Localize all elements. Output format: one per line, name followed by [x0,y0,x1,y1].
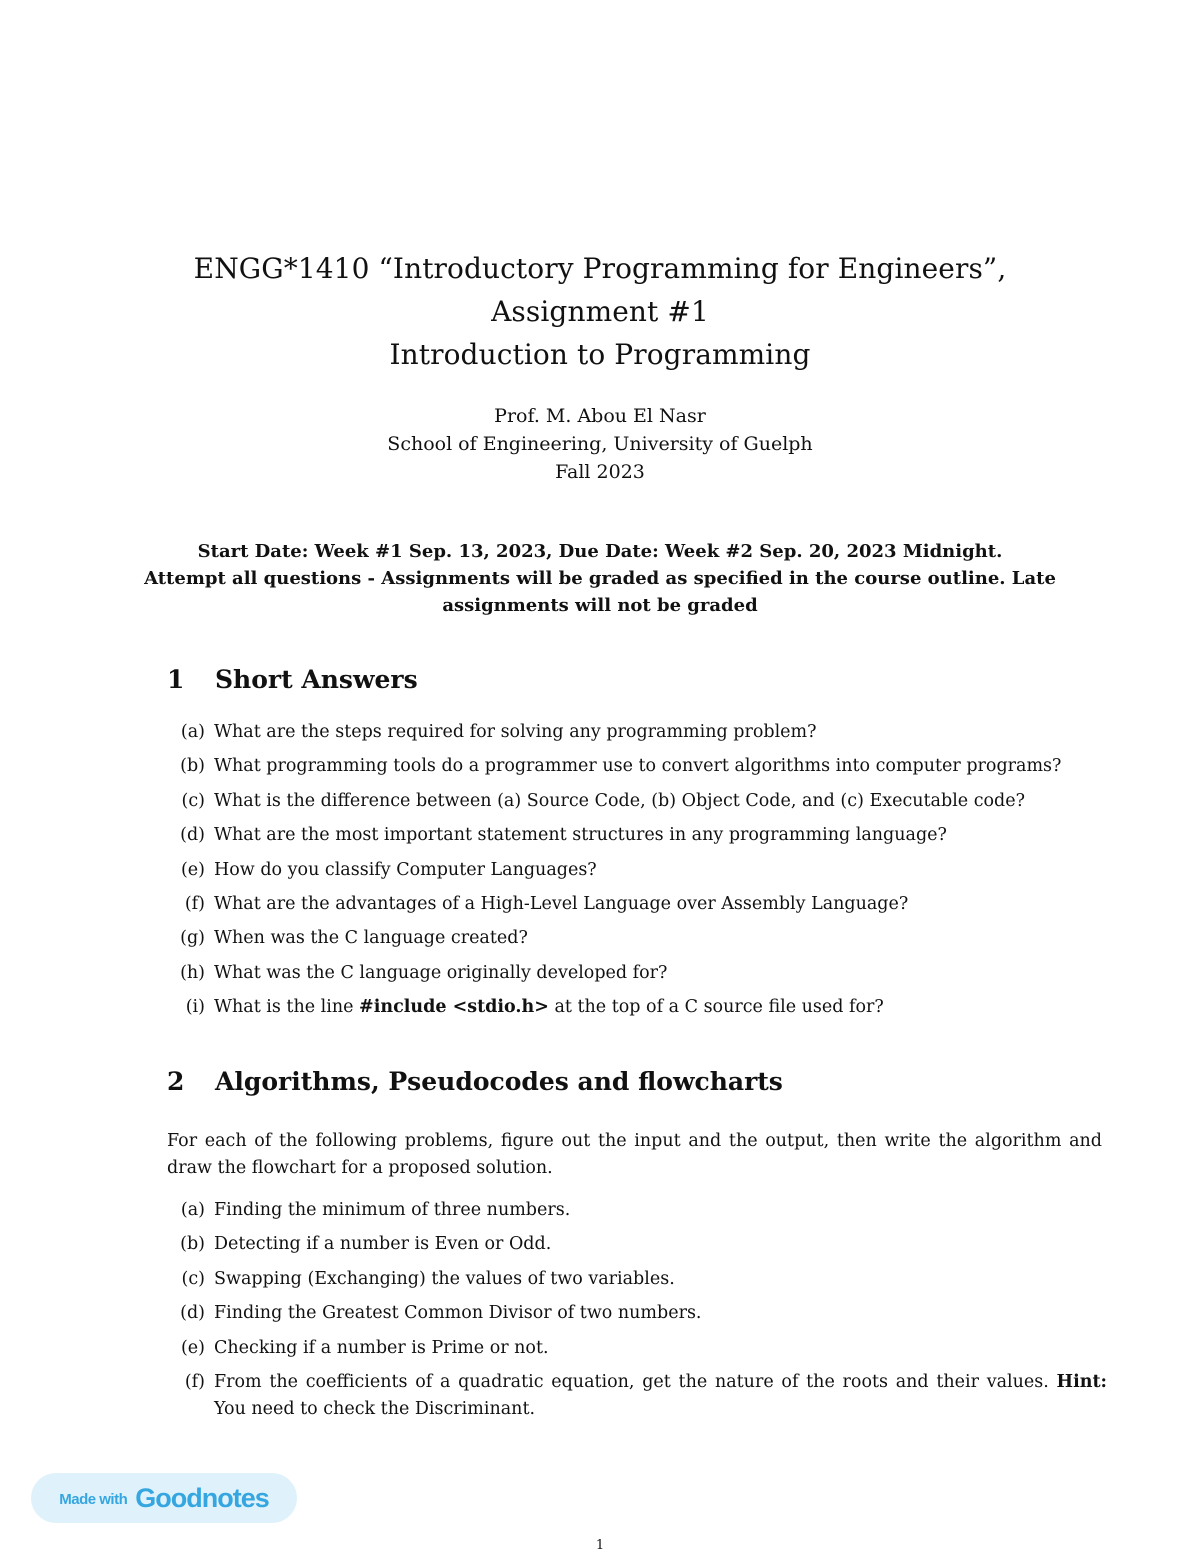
short-answer-questions [167,719,1107,1029]
question-text: When was the C language created? [214,928,528,949]
badge-prefix: Made with [59,1491,128,1508]
document-title [0,247,1200,376]
question-label: (a) [180,722,205,742]
question-text: What programming tools do a programmer use to convert algorithms into computer programs? [214,756,1062,777]
question-label: (e) [180,859,205,880]
problem-label: (e) [180,1337,205,1358]
title-line-assignment: Assignment #1 [491,295,709,328]
question-text: How do you classify Computer Languages? [214,859,597,880]
question-label: (d) [180,825,205,846]
list-item [167,1266,1107,1293]
goodnotes-logo: Goodnotes [135,1482,269,1513]
question-text: What is the difference between (a) Source Code, (b) Object Code, and (c) Executable code? [214,790,1025,811]
author-affiliation: School of Engineering, University of Guelph [387,433,813,455]
list-item [167,994,1107,1021]
list-item [167,1300,1107,1327]
question-text-start: What is the line [214,997,360,1018]
problem-text-start: From the coefficients of a quadratic equation, get the nature of the roots and their values. [214,1371,1057,1392]
section-number: 1 [167,665,185,694]
list-item [167,925,1107,952]
problem-label: (c) [181,1268,205,1289]
list-item [167,857,1107,884]
section-title: Algorithms, Pseudocodes and flowcharts [215,1067,783,1096]
hint-label: Hint: [1056,1371,1107,1392]
algorithm-problems [167,1197,1107,1430]
problem-label: (d) [180,1303,205,1324]
question-label: (i) [185,997,205,1018]
question-text: What are the most important statement structures in any programming language? [214,825,947,846]
list-item [167,1231,1107,1258]
question-text: What was the C language originally developed for? [214,962,668,983]
question-label: (b) [180,756,205,777]
problem-text: Detecting if a number is Even or Odd. [214,1234,552,1255]
problem-text: Finding the minimum of three numbers. [214,1200,571,1220]
list-item [167,719,1107,746]
question-label: (c) [181,790,205,811]
problem-label: (a) [180,1200,205,1220]
author-name: Prof. M. Abou El Nasr [494,405,706,427]
section-number: 2 [167,1067,185,1096]
section-intro: For each of the following problems, figure out the input and the output, then write the algorithm and draw the flowchart for a proposed solution. [167,1131,1102,1178]
problem-text: Checking if a number is Prime or not. [214,1337,549,1358]
problem-text: Finding the Greatest Common Divisor of two numbers. [214,1303,702,1324]
problem-label: (f) [184,1371,205,1392]
question-text: What are the advantages of a High-Level Language over Assembly Language? [214,893,909,914]
title-line-course: ENGG*1410 “Introductory Programming for Engineers”, [193,252,1007,285]
list-item [167,891,1107,918]
section-title: Short Answers [215,665,418,694]
problem-label: (b) [180,1234,205,1255]
notice-instructions: Attempt all questions - Assignments will be graded as specified in the course outline. Late assignments will not be graded [144,568,1056,616]
question-text: What are the steps required for solving any programming problem? [214,722,817,742]
goodnotes-badge [31,1473,297,1523]
term: Fall 2023 [555,461,645,483]
title-line-topic: Introduction to Programming [389,338,811,371]
notice-dates: Start Date: Week #1 Sep. 13, 2023, Due Date: Week #2 Sep. 20, 2023 Midnight. [197,541,1003,562]
list-item [167,1335,1107,1362]
section-heading-short-answers [167,664,418,696]
question-label: (g) [180,928,205,949]
assignment-notice [110,538,1090,619]
list-item [167,788,1107,815]
problem-text-end: You need to check the Discriminant. [214,1398,536,1419]
author-block [0,402,1200,486]
list-item [167,960,1107,987]
question-text [214,994,1107,1021]
list-item [167,753,1107,780]
include-directive: #include <stdio.h> [359,997,549,1018]
question-label: (h) [180,962,205,983]
list-item [167,822,1107,849]
question-label: (f) [184,893,205,914]
page-number: 1 [595,1538,605,1553]
question-text-end: at the top of a C source file used for? [548,997,884,1018]
problem-text [214,1369,1107,1423]
list-item [167,1369,1107,1423]
list-item [167,1197,1107,1224]
section-heading-algorithms [167,1066,783,1098]
problem-text: Swapping (Exchanging) the values of two variables. [214,1268,675,1289]
